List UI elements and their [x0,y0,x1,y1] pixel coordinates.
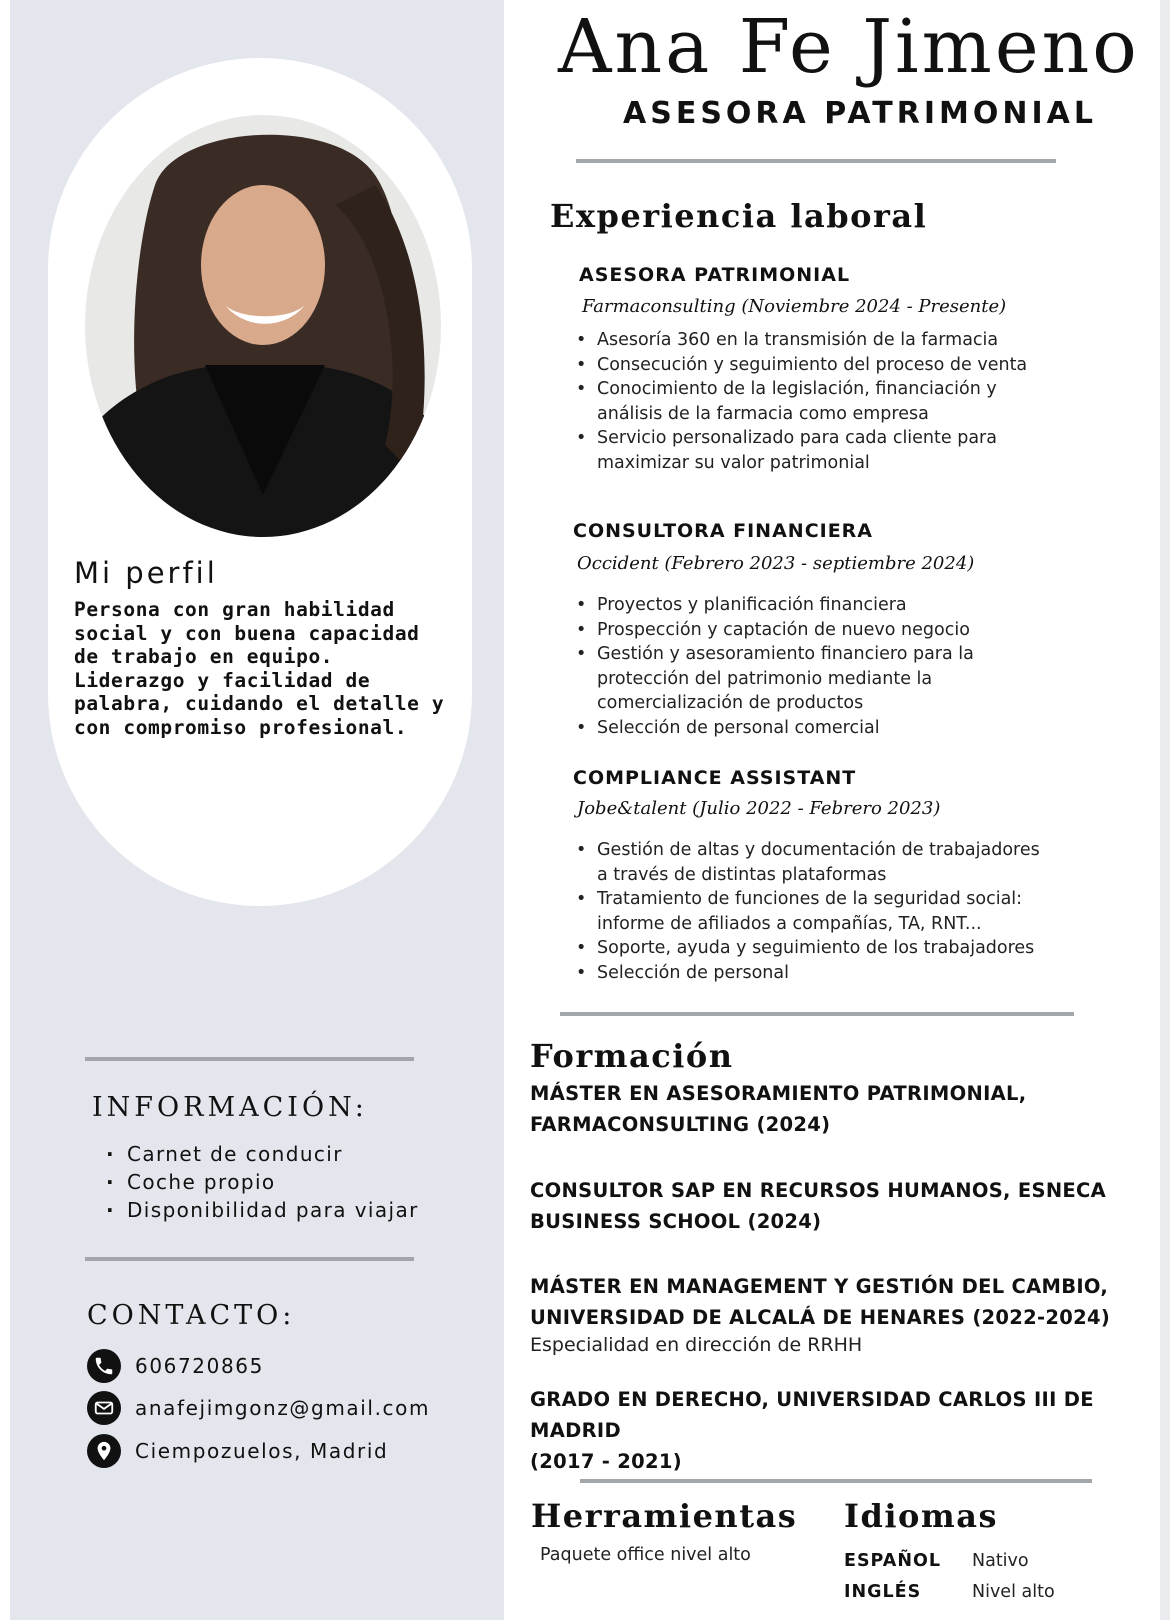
education-title-line: GRADO EN DERECHO, UNIVERSIDAD CARLOS III DE MADRID [530,1388,1094,1442]
profile-line: con compromiso profesional. [74,715,408,739]
profile-line: Liderazgo y facilidad de [74,668,371,692]
contact-phone-row [87,1349,264,1383]
education-item [530,1384,1150,1477]
job-bullets [576,328,1027,476]
job-bullets [576,593,974,741]
phone-icon [87,1349,121,1383]
tools-heading: Herramientas [531,1497,798,1535]
profile-line: Persona con gran habilidad [74,598,395,621]
job-bullet: • Selección de personal [576,961,1040,986]
sidebar-divider [85,1057,414,1061]
contact-phone[interactable]: 606720865 [135,1354,264,1378]
contact-location: Ciempozuelos, Madrid [135,1439,389,1463]
education-title-line: MÁSTER EN ASESORAMIENTO PATRIMONIAL, [530,1082,1027,1105]
education-title-line: FARMACONSULTING (2024) [530,1113,831,1136]
header-divider [576,159,1056,163]
languages-heading: Idiomas [844,1497,998,1535]
language-level: Nivel alto [972,1582,1055,1602]
job-company: Jobe&talent (Julio 2022 - Febrero 2023) [577,798,941,819]
education-item [530,1175,1150,1237]
education-divider [580,1479,1092,1483]
education-title-line: BUSINESS SCHOOL (2024) [530,1210,822,1233]
right-edge-strip [1160,0,1170,1620]
experience-heading: Experiencia laboral [550,197,928,235]
job-bullet: • Gestión y asesoramiento financiero para la protección del patrimonio mediante la comercialización de productos [576,642,974,716]
email-icon [87,1391,121,1425]
job-bullet: • Proyectos y planificación financiera [576,593,974,618]
language-level: Nativo [972,1551,1029,1571]
education-item [530,1078,1150,1140]
education-item [530,1271,1150,1357]
profile-photo [85,115,441,537]
profile-line: de trabajo en equipo. [74,645,334,668]
info-item: · Carnet de conducir [106,1140,419,1168]
job-company: Farmaconsulting (Noviembre 2024 - Presente) [582,296,1007,317]
location-icon [87,1434,121,1468]
job-bullet: • Prospección y captación de nuevo negocio [576,618,974,643]
sidebar-divider [85,1257,414,1261]
info-item: · Disponibilidad para viajar [106,1196,419,1224]
job-title: COMPLIANCE ASSISTANT [573,767,857,789]
contact-heading: CONTACTO: [87,1300,296,1331]
education-title-line: CONSULTOR SAP EN RECURSOS HUMANOS, ESNECA [530,1179,1107,1202]
job-company: Occident (Febrero 2023 - septiembre 2024) [577,553,975,574]
language-row [844,1551,1029,1571]
education-subtitle: Especialidad en dirección de RRHH [530,1334,863,1356]
tools-text: Paquete office nivel alto [540,1545,751,1565]
experience-divider [560,1012,1074,1016]
candidate-role: ASESORA PATRIMONIAL [623,96,1097,131]
job-bullet: • Soporte, ayuda y seguimiento de los trabajadores [576,936,1040,961]
profile-line: palabra, cuidando el detalle y [74,692,445,715]
job-title: CONSULTORA FINANCIERA [573,520,874,542]
job-title: ASESORA PATRIMONIAL [579,264,851,286]
job-bullet: • Asesoría 360 en la transmisión de la farmacia [576,328,1027,353]
profile-summary [74,598,458,739]
job-bullet: • Consecución y seguimiento del proceso de venta [576,353,1027,378]
profile-title: Mi perfil [74,556,218,590]
job-bullet: • Gestión de altas y documentación de trabajadores a través de distintas plataformas [576,838,1040,887]
profile-line: social y con buena capacidad [74,621,420,645]
language-row [844,1582,1055,1602]
info-heading: INFORMACIÓN: [92,1092,368,1123]
job-bullet: • Conocimiento de la legislación, financiación y análisis de la farmacia como empresa [576,377,1027,426]
education-title-line: (2017 - 2021) [530,1450,682,1473]
education-title-line: MÁSTER EN MANAGEMENT Y GESTIÓN DEL CAMBIO, [530,1275,1109,1298]
job-bullet: • Servicio personalizado para cada cliente para maximizar su valor patrimonial [576,426,1027,475]
language-name: ESPAÑOL [844,1551,941,1571]
contact-email-row [87,1391,430,1425]
contact-email[interactable]: anafejimgonz@gmail.com [135,1396,431,1420]
job-bullet: • Selección de personal comercial [576,716,974,741]
education-title-line: UNIVERSIDAD DE ALCALÁ DE HENARES (2022-2024) [530,1306,1111,1329]
education-heading: Formación [530,1037,734,1075]
job-bullet: • Tratamiento de funciones de la seguridad social: informe de afiliados a compañías, TA, RNT... [576,887,1040,936]
info-item: · Coche propio [106,1168,419,1196]
info-list [106,1140,419,1224]
candidate-name: Ana Fe Jimeno [558,4,1140,90]
language-name: INGLÉS [844,1582,922,1602]
job-bullets [576,838,1040,986]
contact-location-row [87,1434,388,1468]
